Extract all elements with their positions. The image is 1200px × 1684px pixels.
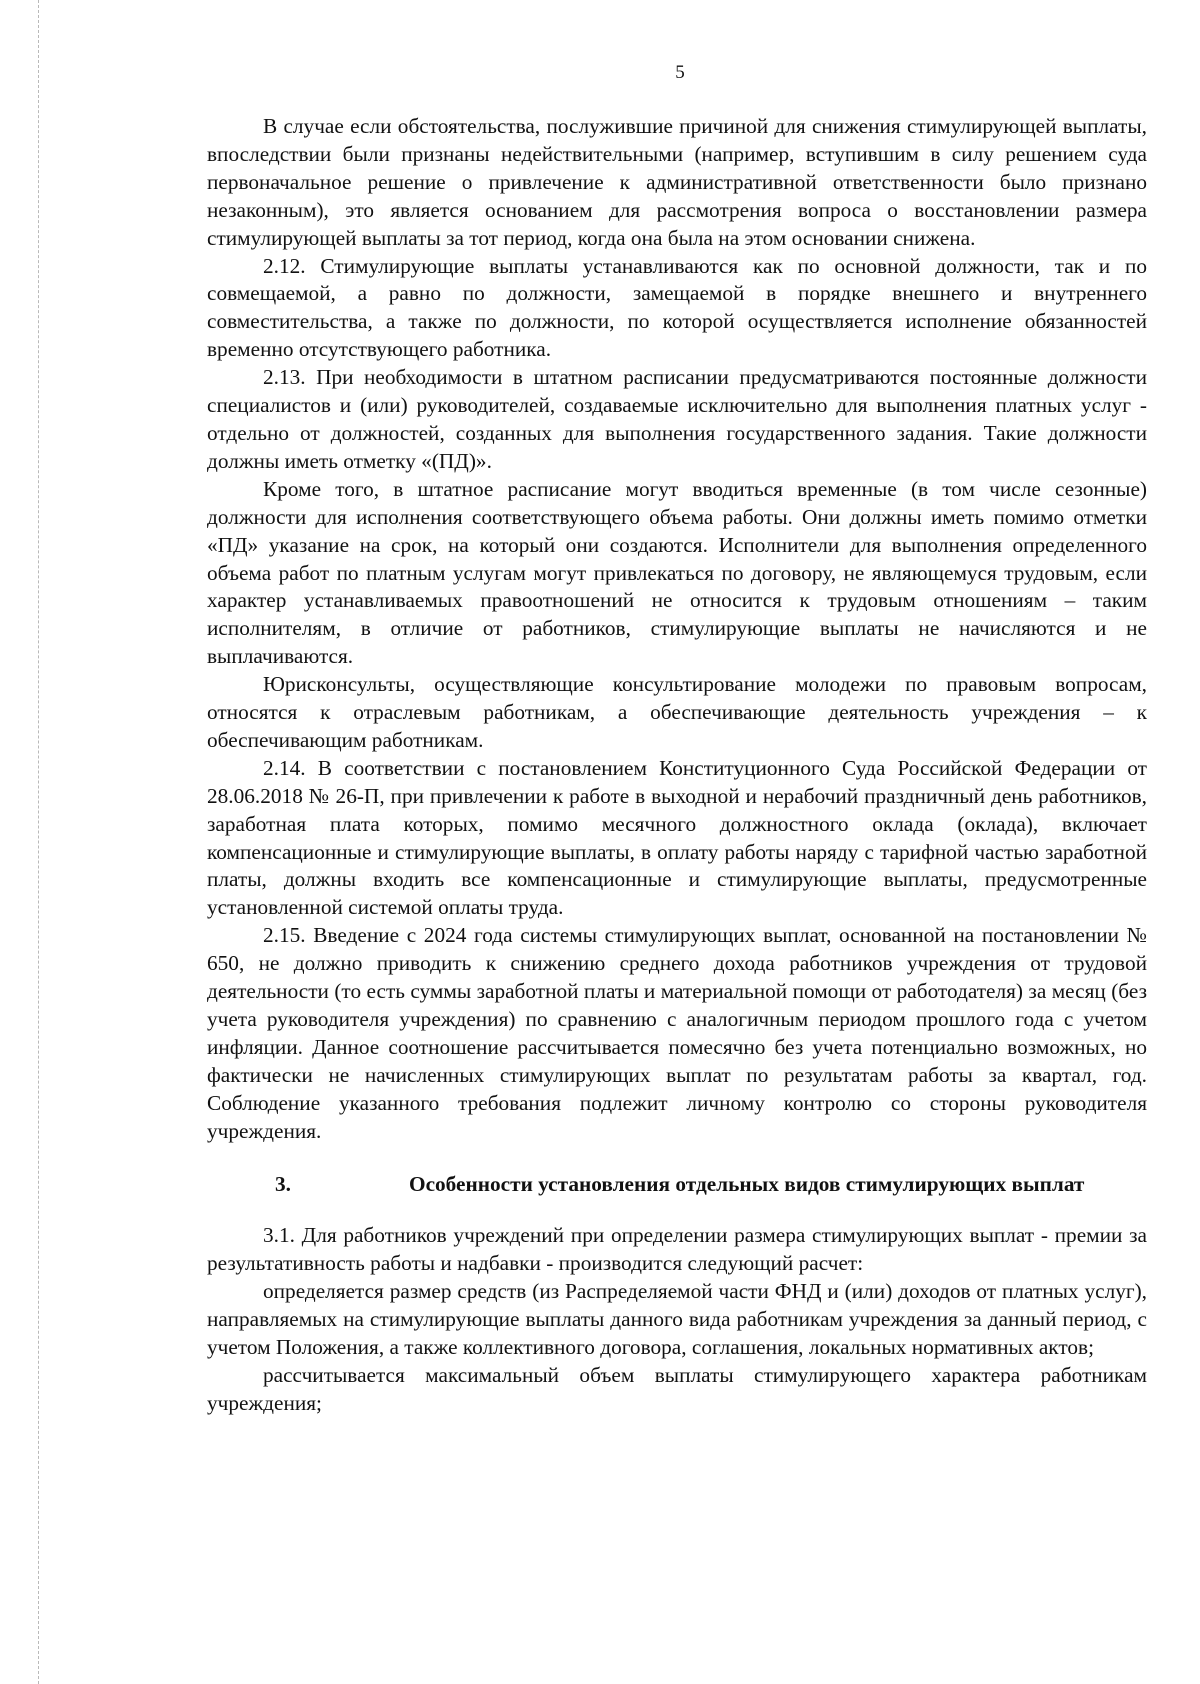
paragraph-2-14: 2.14. В соответствии с постановлением Конституционного Суда Российской Федерации от 28.06.2018 № 26-П, при привлечении к работе в выходной и нерабочий праздничный день работников, заработная плата которых, помимо месячного должностного оклада (оклада), включает компенсационные и стимулирующие выплаты, в оплату работы наряду с тарифной частью заработной платы, должны входить все компенсационные и стимулирующие выплаты, предусмотренные установленной системой оплаты труда. (207, 755, 1147, 920)
paragraph-restoration-of-payment: В случае если обстоятельства, послужившие причиной для снижения стимулирующей выплаты, впоследствии были признаны недействительными (например, вступившим в силу решением суда первоначальное решение о привлечение к административной ответственности было признано незаконным), это является основанием для рассмотрения вопроса о восстановлении размера стимулирующей выплаты за тот период, когда она была на этом основании снижена. (207, 114, 1147, 250)
paragraph-2-15: 2.15. Введение с 2024 года системы стимулирующих выплат, основанной на постановлении № 650, не должно приводить к снижению среднего дохода работников учреждения от трудовой деятельности (то есть суммы заработной платы и материальной помощи от работодателя) за месяц (без учета руководителя учреждения) по сравнению с аналогичным периодом прошлого года с учетом инфляции. Данное соотношение рассчитывается помесячно без учета потенциально возможных, но фактически не начисленных стимулирующих выплат по результатам работы за квартал, год. Соблюдение указанного требования подлежит личному контролю со стороны руководителя учреждения. (207, 923, 1147, 1143)
paragraph-3-1: 3.1. Для работников учреждений при определении размера стимулирующих выплат - премии за результативность работы и надбавки - производится следующий расчет: (207, 1223, 1147, 1276)
section-heading (207, 1171, 1147, 1199)
document-body (207, 113, 1147, 1418)
paragraph-legal-advisers: Юрисконсульты, осуществляющие консультирование молодежи по правовым вопросам, относятся к отраслевым работникам, а обеспечивающие деятельность учреждения – к обеспечивающим работникам. (207, 672, 1147, 752)
section-number: 3. (275, 1171, 291, 1196)
scan-edge-line (38, 0, 39, 1684)
paragraph-2-12: 2.12. Стимулирующие выплаты устанавливаются как по основной должности, так и по совмещаемой, а равно по должности, замещаемой в порядке внешнего и внутреннего совместительства, а также по должности, по которой осуществляется исполнение обязанностей временно отсутствующего работника. (207, 253, 1147, 362)
page-number: 5 (675, 62, 685, 83)
paragraph-funds-determination: определяется размер средств (из Распределяемой части ФНД и (или) доходов от платных услуг), направляемых на стимулирующие выплаты данного вида работникам учреждения за данный период, с учетом Положения, а также коллективного договора, соглашения, локальных нормативных актов; (207, 1279, 1147, 1360)
paragraph-max-volume: рассчитывается максимальный объем выплаты стимулирующего характера работникам учреждения; (207, 1362, 1147, 1415)
paragraph-2-13: 2.13. При необходимости в штатном расписании предусматриваются постоянные должности специалистов и (или) руководителей, создаваемые исключительно для выполнения платных услуг - отдельно от должностей, созданных для выполнения государственного задания. Такие должности должны иметь отметку «(ПД)». (207, 365, 1147, 473)
section-title: Особенности установления отдельных видов стимулирующих выплат (409, 1171, 1085, 1196)
paragraph-temporary-positions: Кроме того, в штатное расписание могут вводиться временные (в том числе сезонные) должности для исполнения соответствующего объема работы. Они должны иметь помимо отметки «ПД» указание на срок, на который они создаются. Исполнители для выполнения определенного объема работ по платным услугам могут привлекаться по договору, не являющемуся трудовым, если характер устанавливаемых правоотношений не относится к трудовым отношениям – таким исполнителям, в отличие от работников, стимулирующие выплаты не начисляются и не выплачиваются. (207, 476, 1147, 669)
